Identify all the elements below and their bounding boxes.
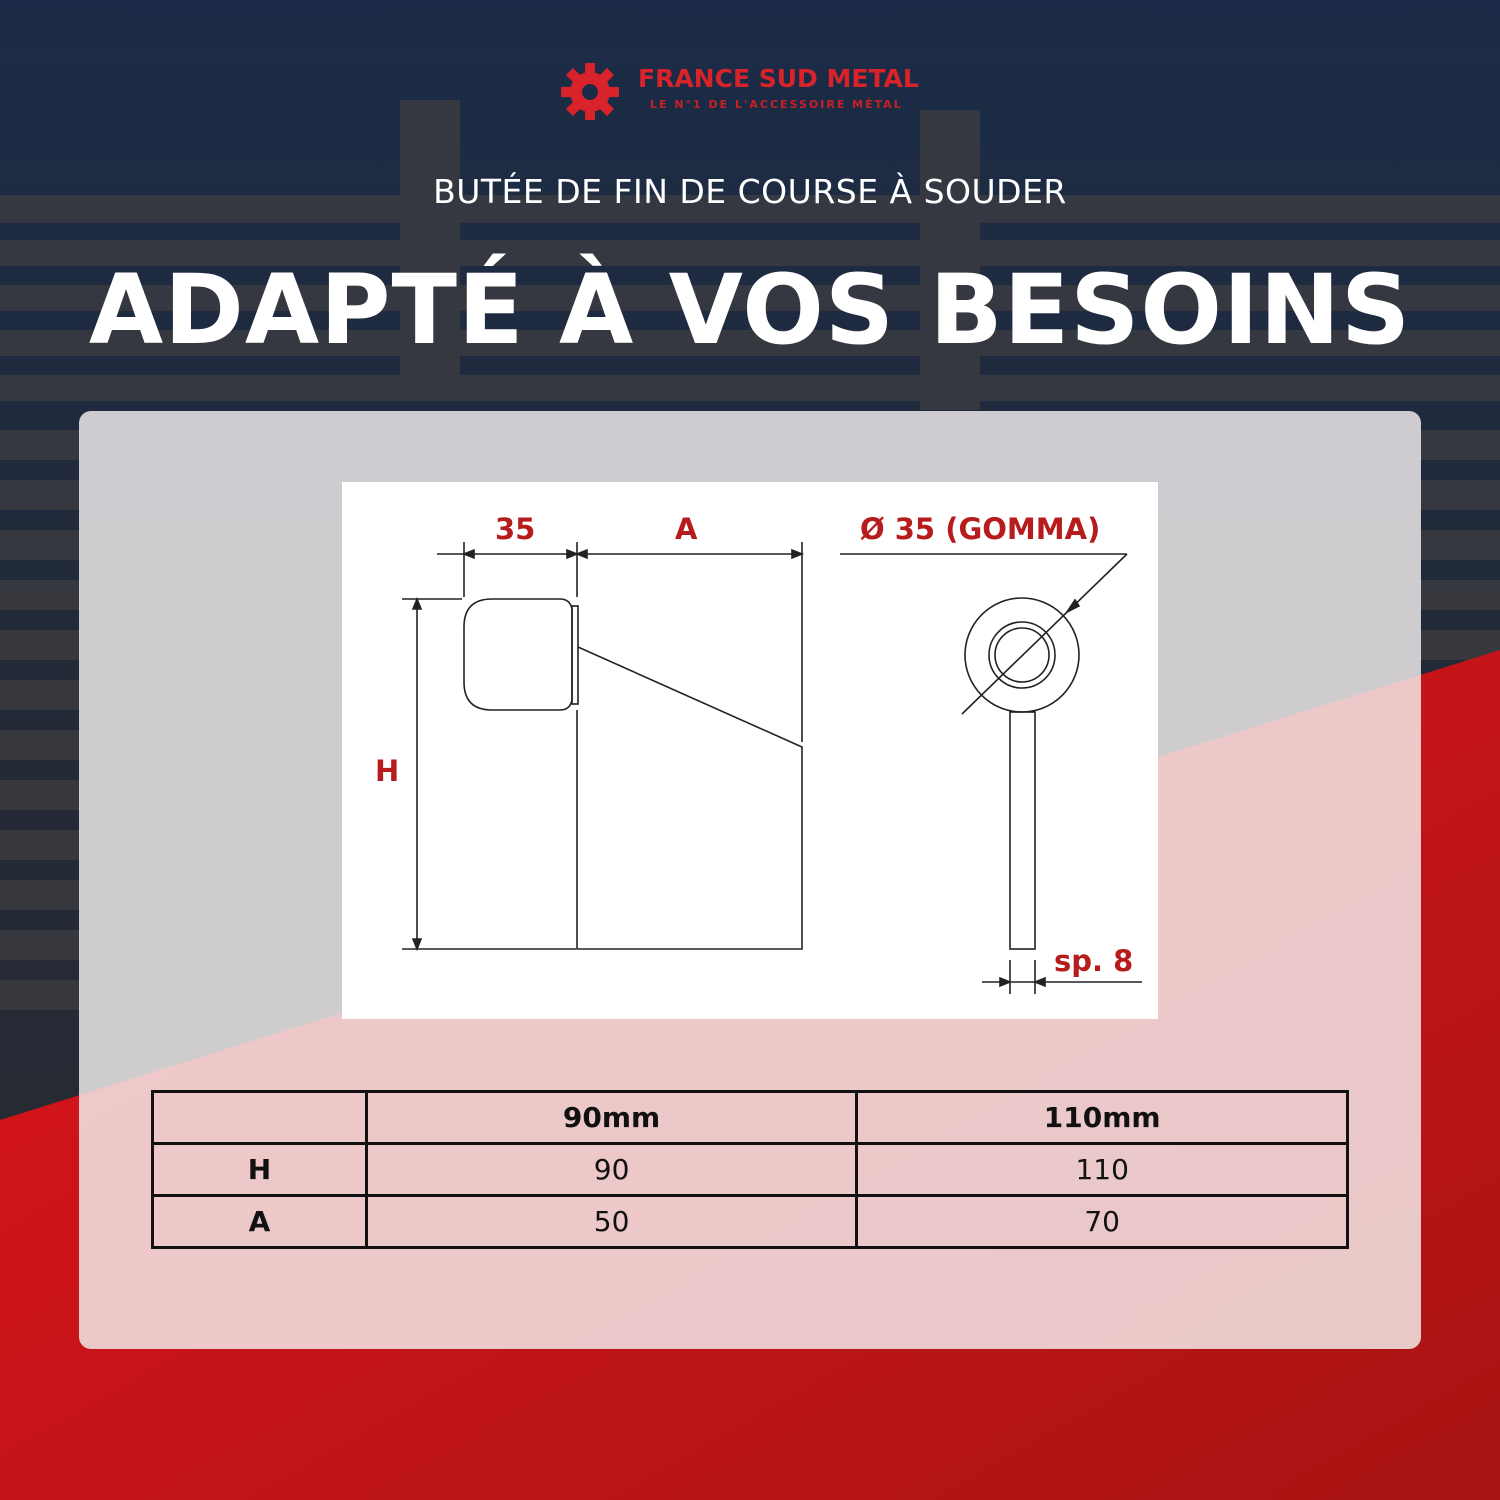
drawing-lines xyxy=(342,482,1158,1019)
table-cell: 110 xyxy=(857,1144,1348,1196)
table-cell: 70 xyxy=(857,1196,1348,1248)
table-header-cell xyxy=(153,1092,367,1144)
table-cell: 50 xyxy=(366,1196,857,1248)
gear-icon xyxy=(554,60,634,120)
brand-tagline: LE N°1 DE L'ACCESSOIRE MÉTAL xyxy=(650,98,903,111)
dimension-35-label: 35 xyxy=(495,512,536,546)
table-row-label: H xyxy=(153,1144,367,1196)
dimension-h-label: H xyxy=(375,754,400,788)
dimension-a-label: A xyxy=(675,512,698,546)
brand-name: FRANCE SUD METAL xyxy=(638,64,919,93)
table-row xyxy=(153,1196,1348,1248)
table-row xyxy=(153,1144,1348,1196)
table-row-label: A xyxy=(153,1196,367,1248)
table-header-cell: 110mm xyxy=(857,1092,1348,1144)
headline: ADAPTÉ À VOS BESOINS xyxy=(88,254,1412,366)
product-subtitle: BUTÉE DE FIN DE COURSE À SOUDER xyxy=(433,172,1067,211)
dimension-thickness-label: sp. 8 xyxy=(1054,944,1134,978)
table-cell: 90 xyxy=(366,1144,857,1196)
brand-logo xyxy=(554,60,954,120)
dimension-diameter-label: Ø 35 (GOMMA) xyxy=(860,512,1101,546)
table-header-cell: 90mm xyxy=(366,1092,857,1144)
table-header-row xyxy=(153,1092,1348,1144)
dimensions-table xyxy=(151,1090,1349,1249)
technical-drawing xyxy=(342,482,1158,1019)
